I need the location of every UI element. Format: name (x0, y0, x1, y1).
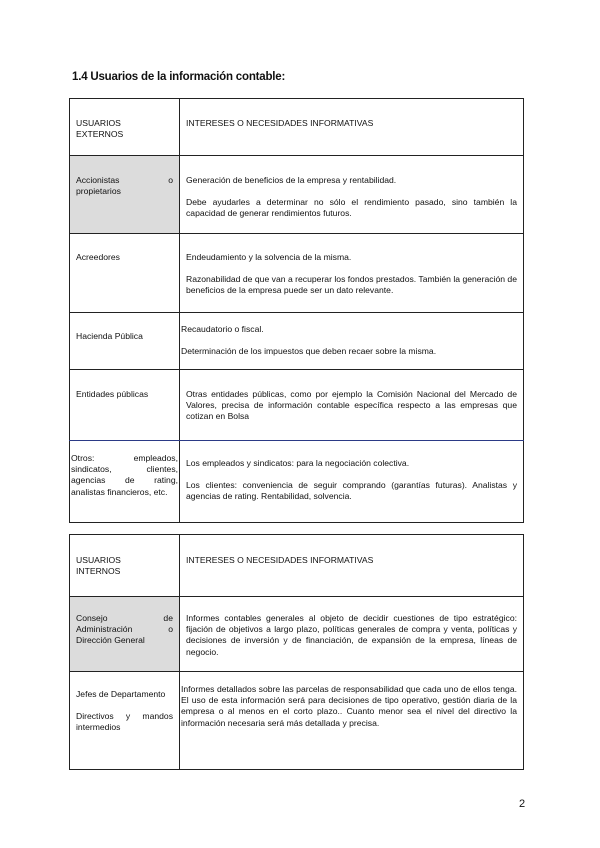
external-users-table (69, 98, 524, 523)
interest-cell (180, 370, 524, 441)
interest-cell (180, 672, 524, 770)
header-cell (180, 99, 524, 156)
header-users-label: USUARIOS INTERNOS (76, 555, 121, 577)
internal-users-table (69, 534, 524, 770)
user-label: Acreedores (76, 252, 120, 262)
interest-cell (180, 441, 524, 523)
user-label: Accionistas o propietarios (76, 175, 173, 197)
user-label: Jefes de Departamento (76, 689, 166, 699)
interest-text: Debe ayudarles a determinar no sólo el rendimiento pasado, sino también la capacidad de generar rendimientos futuros. (186, 197, 517, 219)
interest-text: Recaudatorio o fiscal. (181, 324, 264, 334)
table-header-row (70, 535, 524, 597)
table-row (70, 234, 524, 313)
user-cell (70, 672, 180, 770)
interest-text: Informes detallados sobre las parcelas de responsabilidad que cada uno de ellos tenga. El uso de esta información será para decisiones de tipo operativo, gestión diaria de la empresa o al menos en el corto plazo.. Cuanto menor sea el nivel del directivo la información necesaria será más detallada y precisa. (181, 684, 517, 728)
header-interests-label: INTERESES O NECESIDADES INFORMATIVAS (186, 555, 374, 565)
user-label: Otros: empleados, sindicatos, clientes, agencias de rating, analistas financieros, etc. (71, 453, 178, 497)
user-cell (70, 156, 180, 234)
interest-text: Endeudamiento y la solvencia de la misma. (186, 252, 352, 262)
header-cell (180, 535, 524, 597)
interest-text: Otras entidades públicas, como por ejemplo la Comisión Nacional del Mercado de Valores, precisa de información contable específica respecto a las empresas que cotizan en Bolsa (186, 389, 517, 422)
user-cell (70, 370, 180, 441)
header-interests-label: INTERESES O NECESIDADES INFORMATIVAS (186, 118, 374, 128)
interest-text: Informes contables generales al objeto de decidir cuestiones de tipo estratégico: fijación de objetivos a largo plazo, políticas generales de compra y venta, políticas y decisiones de inversión y de financiación, de expansión de la empresa, líneas de negocio. (186, 613, 517, 657)
interest-text: Los empleados y sindicatos: para la negociación colectiva. (186, 458, 410, 468)
table-row (70, 597, 524, 672)
page-number: 2 (519, 798, 526, 810)
header-users-label: USUARIOS EXTERNOS (76, 118, 124, 140)
section-heading: 1.4 Usuarios de la información contable: (72, 71, 286, 83)
table-row (70, 370, 524, 441)
interest-cell (180, 313, 524, 370)
user-cell (70, 441, 180, 523)
header-cell (70, 99, 180, 156)
user-label: Entidades públicas (76, 389, 149, 399)
table-header-row (70, 99, 524, 156)
user-label: Consejo de Administración o Dirección General (76, 613, 173, 646)
table-row (70, 672, 524, 770)
interest-text: Generación de beneficios de la empresa y rentabilidad. (186, 175, 397, 185)
interest-text: Determinación de los impuestos que deben recaer sobre la misma. (181, 346, 437, 357)
user-cell (70, 597, 180, 672)
interest-text: Los clientes: conveniencia de seguir comprando (garantías futuras). Analistas y agencias de rating. Rentabilidad, solvencia. (186, 480, 517, 502)
user-cell (70, 234, 180, 313)
interest-cell (180, 597, 524, 672)
interest-cell (180, 234, 524, 313)
table-row (70, 441, 524, 523)
table-row (70, 313, 524, 370)
interest-cell (180, 156, 524, 234)
interest-text: Razonabilidad de que van a recuperar los fondos prestados. También la generación de beneficios de la empresa puede ser un dato relevante. (186, 274, 517, 296)
user-label-extra: Directivos y mandos intermedios (76, 711, 173, 733)
user-cell (70, 313, 180, 370)
user-label: Hacienda Pública (76, 331, 143, 341)
table-row (70, 156, 524, 234)
header-cell (70, 535, 180, 597)
